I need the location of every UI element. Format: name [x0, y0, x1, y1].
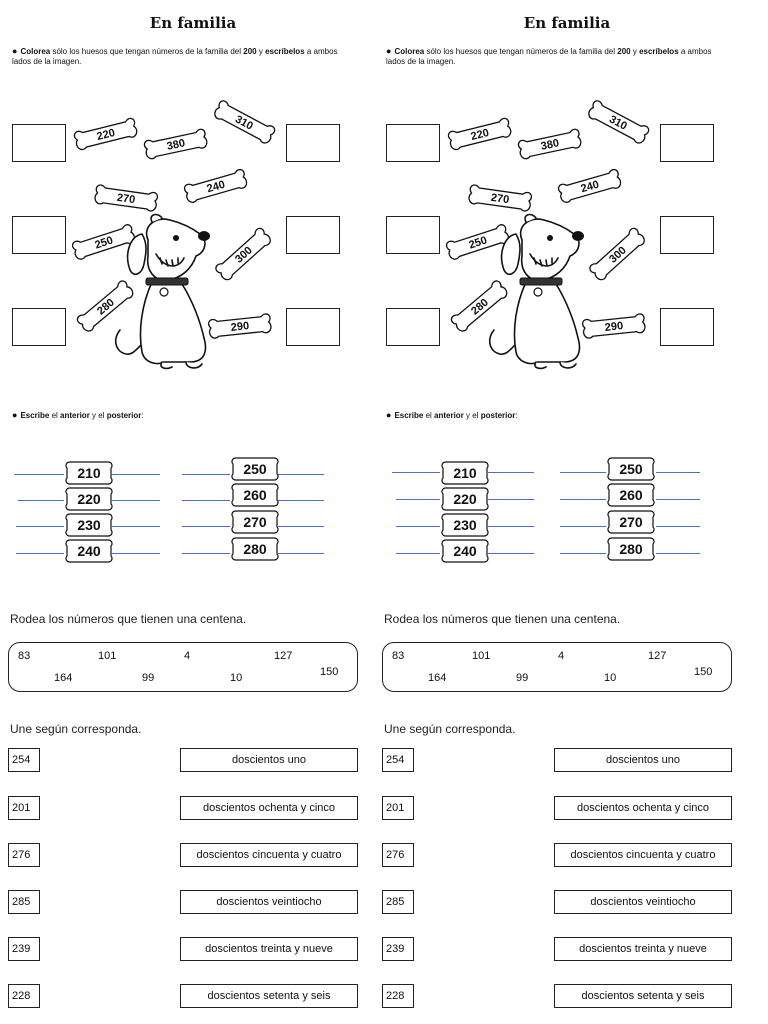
match-word[interactable]: doscientos veintiocho	[180, 890, 358, 914]
bone-380[interactable]: 380	[142, 124, 211, 167]
answer-line[interactable]	[396, 553, 440, 554]
answer-box[interactable]	[386, 124, 440, 162]
match-heading: Une según corresponda.	[384, 722, 516, 736]
match-word[interactable]: doscientos uno	[180, 748, 358, 772]
answer-box[interactable]	[286, 124, 340, 162]
answer-box[interactable]	[12, 124, 66, 162]
match-number[interactable]: 285	[8, 890, 40, 914]
answer-box[interactable]	[386, 308, 440, 346]
stack-bone: 280	[230, 536, 280, 562]
bone-290[interactable]: 290	[207, 309, 274, 346]
bone-280[interactable]: 280	[72, 275, 140, 339]
bone-240[interactable]: 240	[555, 164, 625, 210]
bullet-icon: ●	[12, 410, 18, 420]
stack-bone: 240	[64, 538, 114, 564]
match-number[interactable]: 254	[8, 748, 40, 772]
match-number[interactable]: 239	[8, 937, 40, 961]
bone-300[interactable]: 300	[584, 222, 652, 287]
answer-line[interactable]	[278, 526, 324, 527]
dog-illustration-icon	[486, 212, 596, 370]
answer-box[interactable]	[660, 216, 714, 254]
match-number[interactable]: 201	[8, 796, 40, 820]
bone-220[interactable]: 220	[445, 113, 514, 158]
answer-line[interactable]	[14, 474, 64, 475]
match-word[interactable]: doscientos ochenta y cinco	[554, 796, 732, 820]
answer-line[interactable]	[16, 553, 64, 554]
match-word[interactable]: doscientos setenta y seis	[180, 984, 358, 1008]
answer-line[interactable]	[278, 553, 324, 554]
dog-illustration-icon	[112, 212, 222, 370]
answer-line[interactable]	[656, 526, 700, 527]
stack-bone: 220	[440, 486, 490, 512]
circle-number[interactable]: 164	[428, 672, 447, 684]
bullet-icon: ●	[386, 46, 392, 56]
match-word[interactable]: doscientos cincuenta y cuatro	[554, 843, 732, 867]
bone-270[interactable]: 270	[466, 180, 534, 219]
circle-number[interactable]: 4	[558, 650, 565, 662]
circle-number[interactable]: 99	[516, 672, 529, 684]
answer-line[interactable]	[656, 499, 700, 500]
answer-line[interactable]	[656, 472, 700, 473]
answer-line[interactable]	[656, 553, 700, 554]
circle-number[interactable]: 101	[472, 650, 491, 662]
answer-box[interactable]	[12, 216, 66, 254]
instruction-color-bones: ● Colorea sólo los huesos que tengan números de la familia del 200 y escríbelos a ambos lados de la imagen.	[12, 46, 338, 66]
answer-line[interactable]	[560, 553, 606, 554]
answer-box[interactable]	[660, 124, 714, 162]
match-word[interactable]: doscientos uno	[554, 748, 732, 772]
stack-bone: 230	[440, 512, 490, 538]
answer-box[interactable]	[286, 216, 340, 254]
answer-line[interactable]	[560, 526, 606, 527]
answer-line[interactable]	[278, 474, 324, 475]
match-word[interactable]: doscientos treinta y nueve	[554, 937, 732, 961]
bone-250[interactable]: 250	[443, 219, 513, 267]
circle-number[interactable]: 83	[392, 650, 405, 662]
stack-bone: 210	[440, 460, 490, 486]
circle-number[interactable]: 127	[648, 650, 667, 662]
answer-line[interactable]	[112, 526, 160, 527]
worksheet-left	[8, 0, 378, 1024]
stack-bone: 280	[606, 536, 656, 562]
circle-number[interactable]: 99	[142, 672, 155, 684]
stack-bone: 250	[230, 456, 280, 482]
answer-box[interactable]	[386, 216, 440, 254]
answer-line[interactable]	[488, 553, 534, 554]
answer-line[interactable]	[488, 526, 534, 527]
answer-line[interactable]	[112, 553, 160, 554]
worksheet-title: En familia	[523, 14, 611, 32]
answer-line[interactable]	[182, 474, 230, 475]
answer-line[interactable]	[488, 472, 534, 473]
answer-line[interactable]	[16, 526, 64, 527]
answer-line[interactable]	[182, 526, 230, 527]
answer-line[interactable]	[396, 526, 440, 527]
answer-line[interactable]	[182, 500, 230, 501]
circle-number[interactable]: 4	[184, 650, 191, 662]
worksheet-title: En familia	[149, 14, 237, 32]
stack-bone: 240	[440, 538, 490, 564]
circle-number[interactable]: 10	[230, 672, 243, 684]
stack-bone: 230	[64, 512, 114, 538]
circle-number[interactable]: 164	[54, 672, 73, 684]
stack-bone: 220	[64, 486, 114, 512]
answer-line[interactable]	[112, 500, 160, 501]
match-number[interactable]: 239	[382, 937, 414, 961]
number-box	[8, 642, 358, 692]
answer-line[interactable]	[392, 472, 440, 473]
match-number[interactable]: 228	[8, 984, 40, 1008]
match-number[interactable]: 276	[382, 843, 414, 867]
circle-number[interactable]: 101	[98, 650, 117, 662]
answer-line[interactable]	[182, 553, 230, 554]
bone-280[interactable]: 280	[446, 275, 514, 339]
answer-line[interactable]	[396, 499, 440, 500]
instruction-before-after: ● Escribe el anterior y el posterior:	[12, 410, 144, 420]
instruction-color-bones: ● Colorea sólo los huesos que tengan números de la familia del 200 y escríbelos a ambos lados de la imagen.	[386, 46, 712, 66]
answer-line[interactable]	[18, 500, 64, 501]
number-box	[382, 642, 732, 692]
answer-line[interactable]	[560, 472, 606, 473]
match-word[interactable]: doscientos cincuenta y cuatro	[180, 843, 358, 867]
bone-270[interactable]: 270	[92, 180, 160, 219]
bone-240[interactable]: 240	[181, 164, 251, 210]
match-number[interactable]: 254	[382, 748, 414, 772]
circle-number[interactable]: 83	[18, 650, 31, 662]
circle-number[interactable]: 150	[694, 666, 713, 678]
instruction-before-after: ● Escribe el anterior y el posterior:	[386, 410, 518, 420]
answer-box[interactable]	[660, 308, 714, 346]
answer-line[interactable]	[112, 474, 160, 475]
stack-bone: 270	[230, 509, 280, 535]
match-number[interactable]: 285	[382, 890, 414, 914]
circle-number[interactable]: 127	[274, 650, 293, 662]
match-word[interactable]: doscientos treinta y nueve	[180, 937, 358, 961]
answer-line[interactable]	[560, 499, 606, 500]
match-word[interactable]: doscientos ochenta y cinco	[180, 796, 358, 820]
bullet-icon: ●	[12, 46, 18, 56]
stack-bone: 260	[606, 482, 656, 508]
circle-heading: Rodea los números que tienen una centena.	[10, 612, 247, 626]
match-number[interactable]: 276	[8, 843, 40, 867]
match-word[interactable]: doscientos veintiocho	[554, 890, 732, 914]
bone-380[interactable]: 380	[516, 124, 585, 167]
match-number[interactable]: 228	[382, 984, 414, 1008]
match-word[interactable]: doscientos setenta y seis	[554, 984, 732, 1008]
bullet-icon: ●	[386, 410, 392, 420]
answer-line[interactable]	[278, 500, 324, 501]
bone-310[interactable]: 310	[209, 95, 280, 152]
answer-box[interactable]	[286, 308, 340, 346]
circle-heading: Rodea los números que tienen una centena.	[384, 612, 621, 626]
bone-250[interactable]: 250	[69, 219, 139, 267]
bone-290[interactable]: 290	[581, 309, 648, 346]
bone-220[interactable]: 220	[71, 113, 140, 158]
stack-bone: 210	[64, 460, 114, 486]
circle-number[interactable]: 150	[320, 666, 339, 678]
answer-line[interactable]	[488, 499, 534, 500]
stack-bone: 260	[230, 482, 280, 508]
stack-bone: 250	[606, 456, 656, 482]
bone-300[interactable]: 300	[210, 222, 278, 287]
worksheet-right	[382, 0, 752, 1024]
match-number[interactable]: 201	[382, 796, 414, 820]
match-heading: Une según corresponda.	[10, 722, 142, 736]
stack-bone: 270	[606, 509, 656, 535]
answer-box[interactable]	[12, 308, 66, 346]
circle-number[interactable]: 10	[604, 672, 617, 684]
bone-310[interactable]: 310	[583, 95, 654, 152]
